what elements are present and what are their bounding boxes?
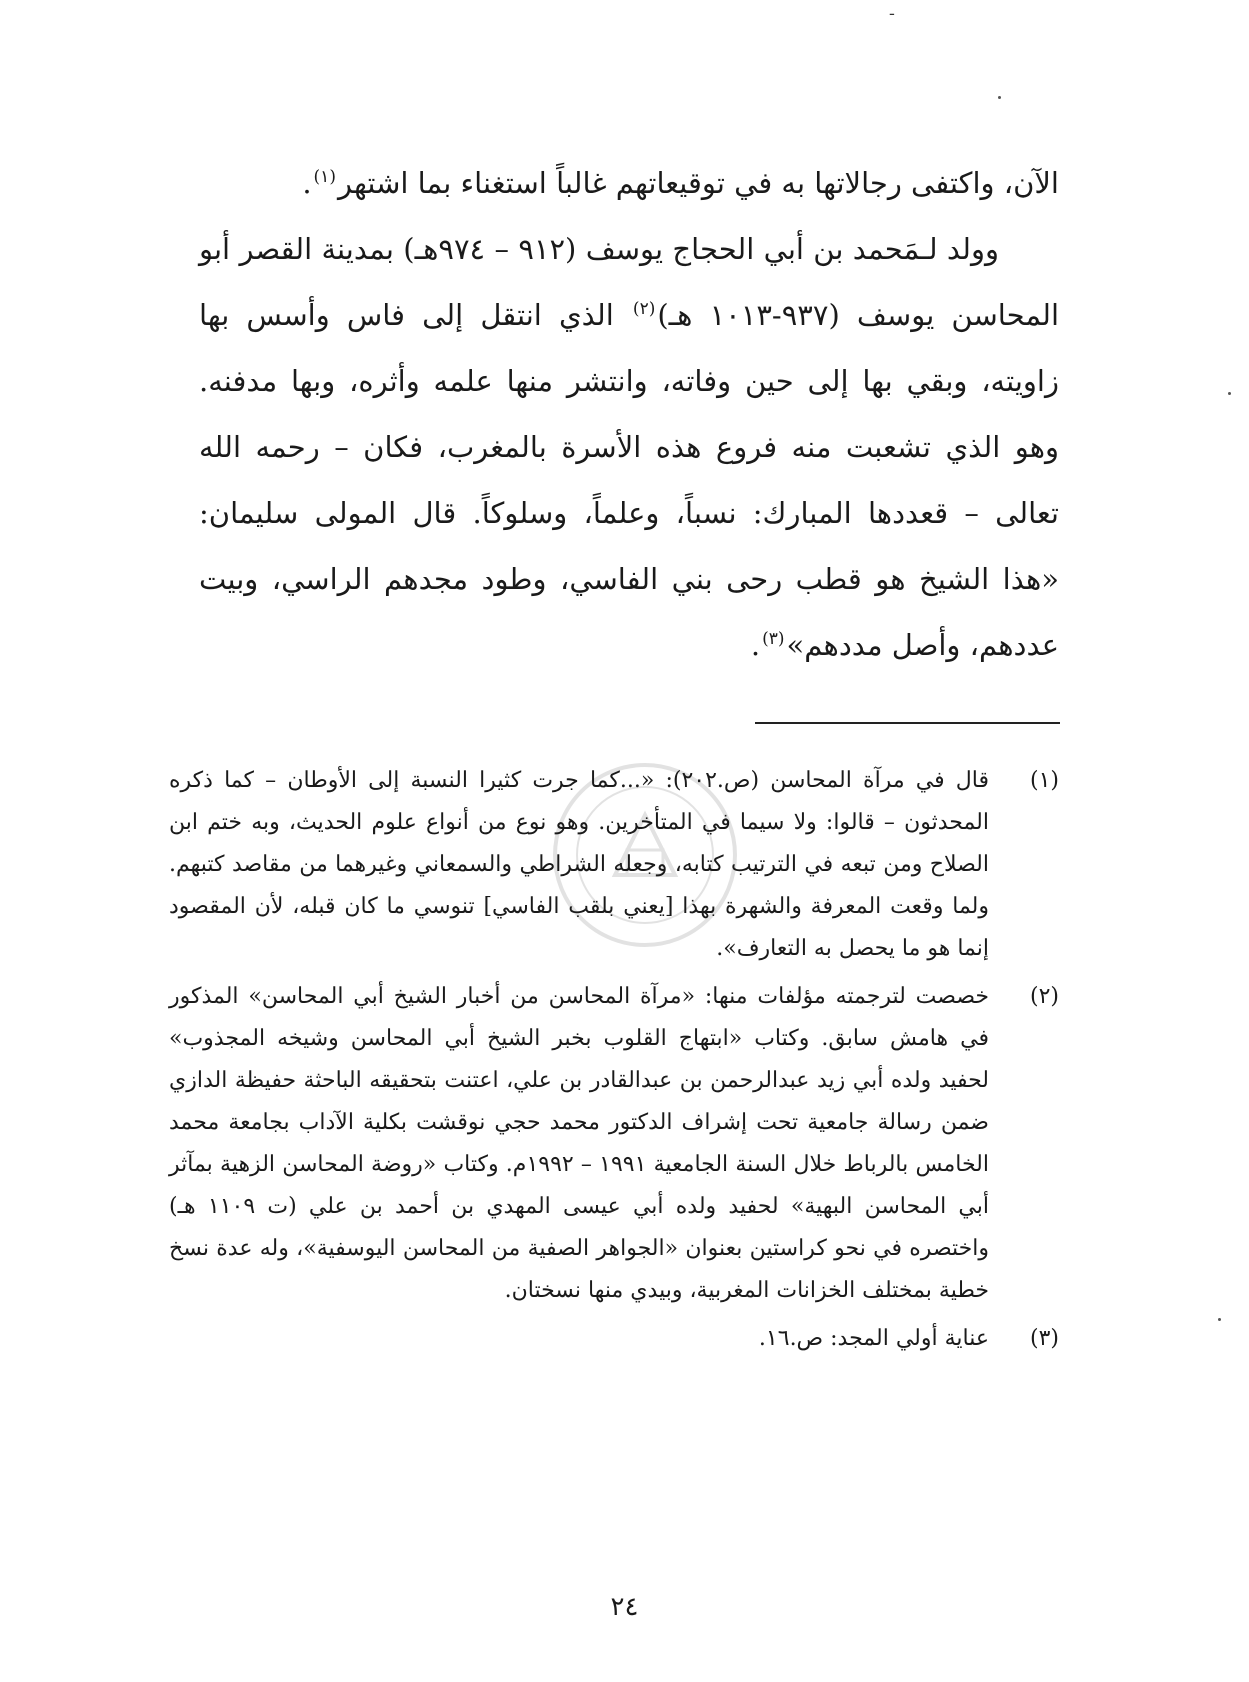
footnote-number: (٣) xyxy=(1029,1326,1059,1351)
footnote-item xyxy=(169,976,1059,1312)
paragraph-2 xyxy=(199,216,1059,678)
paragraph-end: . xyxy=(750,628,761,662)
paragraph-tail: . xyxy=(302,166,312,200)
paragraph-text: وولد لـمَحمد بن أبي الحجاج يوسف (٩١٢ – ٩٧٤هـ) بمدينة القصر أبو المحاسن يوسف (٩٣٧-١٠١٣ هـ) xyxy=(199,232,1060,332)
footnotes xyxy=(169,760,1059,1366)
footnote-separator xyxy=(755,722,1060,724)
main-text xyxy=(199,150,1059,678)
footnote-ref-3[interactable]: (٣) xyxy=(762,629,785,650)
footnote-item xyxy=(169,760,1059,970)
scan-speck xyxy=(1228,392,1231,395)
footnote-text: قال في مرآة المحاسن (ص.٢٠٢): «...كما جرت كثيرا النسبة إلى الأوطان – كما ذكره المحدثون – قالوا: ولا سيما في المتأخرين. وهو نوع من أنواع علوم الحديث، وبه ختم ابن الصلاح ومن تبعه في الترتيب كتابه، وجعله الشراطي والسمعاني وغيرهما من مقاصد كتبهم. ولما وقعت المعرفة والشهرة بهذا [يعني بلقب الفاسي] تنوسي ما كان قبله، لأن المقصود إنما هو ما يحصل به التعارف». xyxy=(169,768,989,961)
page-number: ٢٤ xyxy=(610,1592,639,1622)
scan-speck xyxy=(998,96,1001,99)
scan-speck xyxy=(1218,1318,1221,1321)
paragraph-tail: الذي انتقل إلى فاس وأسس بها زاويته، وبقي بها إلى حين وفاته، وانتشر منها علمه وأثره، وبها مدفنه. وهو الذي تشعبت منه فروع هذه الأسرة بالمغرب، فكان – رحمه الله تعالى – قعددها المبارك: نسباً، وعلماً، وسلوكاً. قال المولى سليمان: «هذا الشيخ هو قطب رحى بني الفاسي، وطود مجدهم الراسي، وبيت عددهم، وأصل مددهم» xyxy=(199,298,1059,662)
footnote-item xyxy=(169,1318,1059,1360)
footnote-number: (٢) xyxy=(1029,984,1059,1009)
paragraph-text: الآن، واكتفى رجالاتها به في توقيعاتهم غالباً استغناء بما اشتهر xyxy=(337,166,1059,200)
footnote-text: عناية أولي المجد: ص.١٦. xyxy=(758,1326,989,1351)
paragraph-1 xyxy=(199,150,1059,216)
footnote-number: (١) xyxy=(1029,768,1059,793)
top-mark: ـ xyxy=(889,3,894,19)
footnote-text: خصصت لترجمته مؤلفات منها: «مرآة المحاسن من أخبار الشيخ أبي المحاسن» المذكور في هامش سابق. وكتاب «ابتهاج القلوب بخبر الشيخ أبي المحاسن وشيخه المجذوب» لحفيد ولده أبي زيد عبدالرحمن بن عبدالقادر بن علي، اعتنت بتحقيقه الباحثة حفيظة الدازي ضمن رسالة جامعية تحت إشراف الدكتور محمد حجي نوقشت بكلية الآداب بجامعة محمد الخامس بالرباط خلال السنة الجامعية ١٩٩١ – ١٩٩٢م. وكتاب «روضة المحاسن الزهية بمآثر أبي المحاسن البهية» لحفيد ولده أبي عيسى المهدي بن أحمد بن علي (ت ١١٠٩ هـ) واختصره في نحو كراستين بعنوان «الجواهر الصفية من المحاسن اليوسفية»، وله عدة نسخ خطية بمختلف الخزانات المغربية، وبيدي منها نسختان. xyxy=(169,984,990,1303)
footnote-ref-2[interactable]: (٢) xyxy=(632,299,656,320)
footnote-ref-1[interactable]: (١) xyxy=(313,167,336,188)
